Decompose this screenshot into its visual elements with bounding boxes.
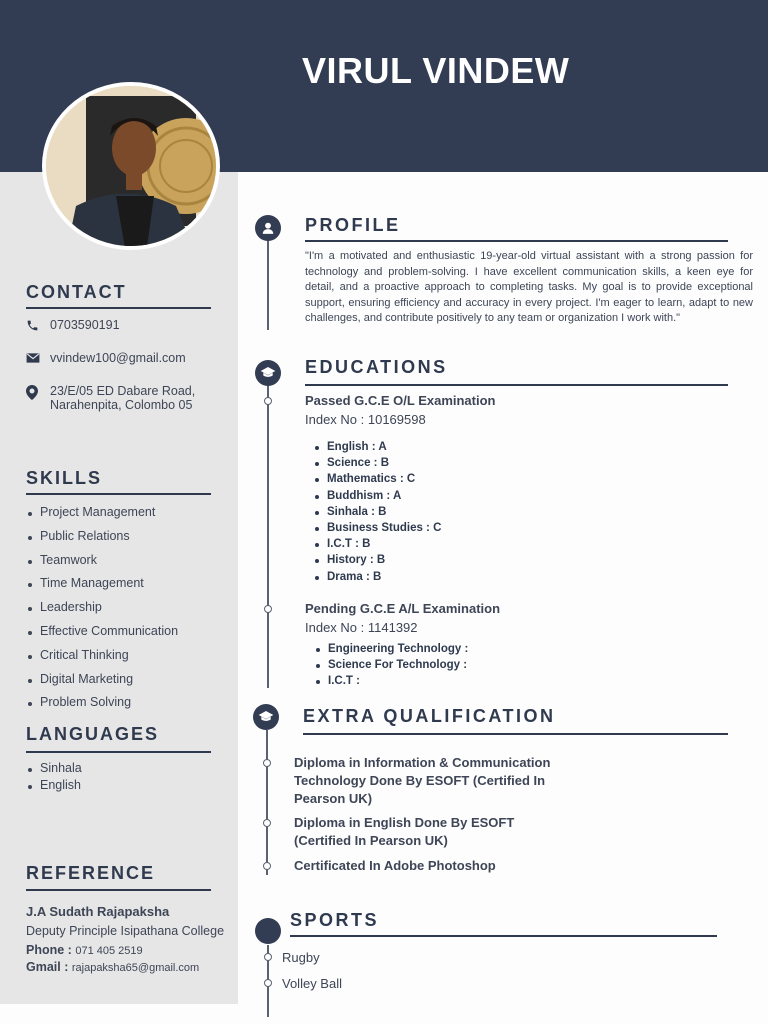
qualification-item: Certificated In Adobe Photoshop	[294, 858, 496, 873]
education-divider	[305, 384, 728, 386]
phone-number: 0703590191	[50, 318, 120, 332]
skill-item: Digital Marketing	[26, 672, 178, 696]
skills-list	[26, 505, 178, 719]
reference-title: Deputy Principle Isipathana College	[26, 924, 225, 938]
timeline-dot	[264, 605, 272, 613]
extra-timeline	[266, 730, 268, 875]
reference-gmail-value: rajapaksha65@gmail.com	[71, 962, 200, 974]
qualification-item: Diploma in English Done By ESOFT (Certified In Pearson UK)	[294, 815, 515, 848]
mail-icon	[26, 351, 42, 367]
profile-timeline	[267, 240, 269, 330]
al-exam-title: Pending G.C.E A/L Examination	[305, 601, 501, 616]
al-subject: Engineering Technology :	[315, 641, 468, 657]
reference-name: J.A Sudath Rajapaksha	[26, 904, 170, 919]
extra-heading: EXTRA QUALIFICATION	[303, 706, 556, 726]
contact-email	[26, 351, 186, 367]
languages-heading: LANGUAGES	[26, 724, 160, 744]
ol-subject: Science : B	[314, 455, 441, 471]
skill-item: Public Relations	[26, 529, 178, 553]
skill-item: Leadership	[26, 600, 178, 624]
language-item: Sinhala	[26, 761, 82, 778]
language-item: English	[26, 778, 82, 795]
skills-divider	[26, 493, 211, 495]
extra-divider	[303, 733, 728, 735]
ol-subject: I.C.T : B	[314, 536, 441, 552]
contact-phone	[26, 318, 120, 335]
skills-heading: SKILLS	[26, 468, 103, 488]
ol-subject: History : B	[314, 552, 441, 568]
profile-divider	[305, 240, 728, 242]
skill-item: Problem Solving	[26, 695, 178, 719]
qualification-item: Diploma in Information & Communication Technology Done By ESOFT (Certified In Pearson UK)	[294, 755, 551, 806]
profile-summary: "I'm a motivated and enthusiastic 19-year-old virtual assistant with a strong passion for technology and problem-solving. I have excellent communication skills, a keen eye for detail, and a proactive approach to completing tasks. My goal is to provide exceptional support, ensuring efficiency and accuracy in every project. I'm eager to learn, adapt to new challenges, and contribute positively to any team or organization I work with."	[305, 250, 753, 324]
al-subjects-list	[315, 641, 468, 690]
timeline-dot	[264, 979, 272, 987]
person-portrait-icon	[46, 86, 220, 250]
sports-icon	[255, 918, 281, 944]
sports-divider	[290, 935, 717, 937]
languages-list	[26, 761, 82, 795]
contact-divider	[26, 307, 211, 309]
timeline-dot	[263, 759, 271, 767]
profile-photo	[42, 82, 220, 250]
al-subject: Science For Technology :	[315, 657, 468, 673]
timeline-dot	[263, 862, 271, 870]
ol-exam-title: Passed G.C.E O/L Examination	[305, 393, 496, 408]
graduation-cap-icon	[255, 360, 281, 386]
sport-item: Volley Ball	[282, 976, 342, 991]
reference-gmail-label: Gmail :	[26, 960, 69, 974]
location-pin-icon	[26, 384, 42, 403]
sport-item: Rugby	[282, 950, 320, 965]
person-icon	[255, 215, 281, 241]
languages-divider	[26, 751, 211, 753]
education-heading: EDUCATIONS	[305, 357, 448, 377]
al-subject: I.C.T :	[315, 673, 468, 689]
ol-subject: Buddhism : A	[314, 488, 441, 504]
contact-heading: CONTACT	[26, 282, 127, 302]
skill-item: Critical Thinking	[26, 648, 178, 672]
phone-icon	[26, 318, 42, 335]
ol-subject: Drama : B	[314, 569, 441, 585]
ol-index: Index No : 10169598	[305, 412, 426, 427]
reference-heading: REFERENCE	[26, 863, 156, 883]
reference-phone-label: Phone :	[26, 943, 72, 957]
ol-subject: Mathematics : C	[314, 471, 441, 487]
reference-phone	[26, 943, 143, 957]
timeline-dot	[264, 397, 272, 405]
skill-item: Teamwork	[26, 553, 178, 577]
education-timeline	[267, 385, 269, 688]
address-line-1: 23/E/05 ED Dabare Road,	[50, 384, 196, 398]
ol-subject: English : A	[314, 439, 441, 455]
skill-item: Effective Communication	[26, 624, 178, 648]
reference-divider	[26, 889, 211, 891]
sports-heading: SPORTS	[290, 910, 380, 930]
contact-address	[26, 384, 195, 412]
profile-heading: PROFILE	[305, 215, 401, 235]
reference-phone-value: 071 405 2519	[75, 945, 143, 957]
ol-subject: Sinhala : B	[314, 504, 441, 520]
person-name: VIRUL VINDEW	[302, 50, 570, 91]
timeline-dot	[263, 819, 271, 827]
ol-subjects-list	[314, 439, 441, 585]
skill-item: Project Management	[26, 505, 178, 529]
al-index: Index No : 1141392	[305, 620, 418, 635]
graduation-cap-icon	[253, 704, 279, 730]
address-line-2: Narahenpita, Colombo 05	[50, 398, 193, 412]
email-address: vvindew100@gmail.com	[50, 351, 186, 365]
reference-gmail	[26, 960, 199, 974]
skill-item: Time Management	[26, 576, 178, 600]
ol-subject: Business Studies : C	[314, 520, 441, 536]
timeline-dot	[264, 953, 272, 961]
